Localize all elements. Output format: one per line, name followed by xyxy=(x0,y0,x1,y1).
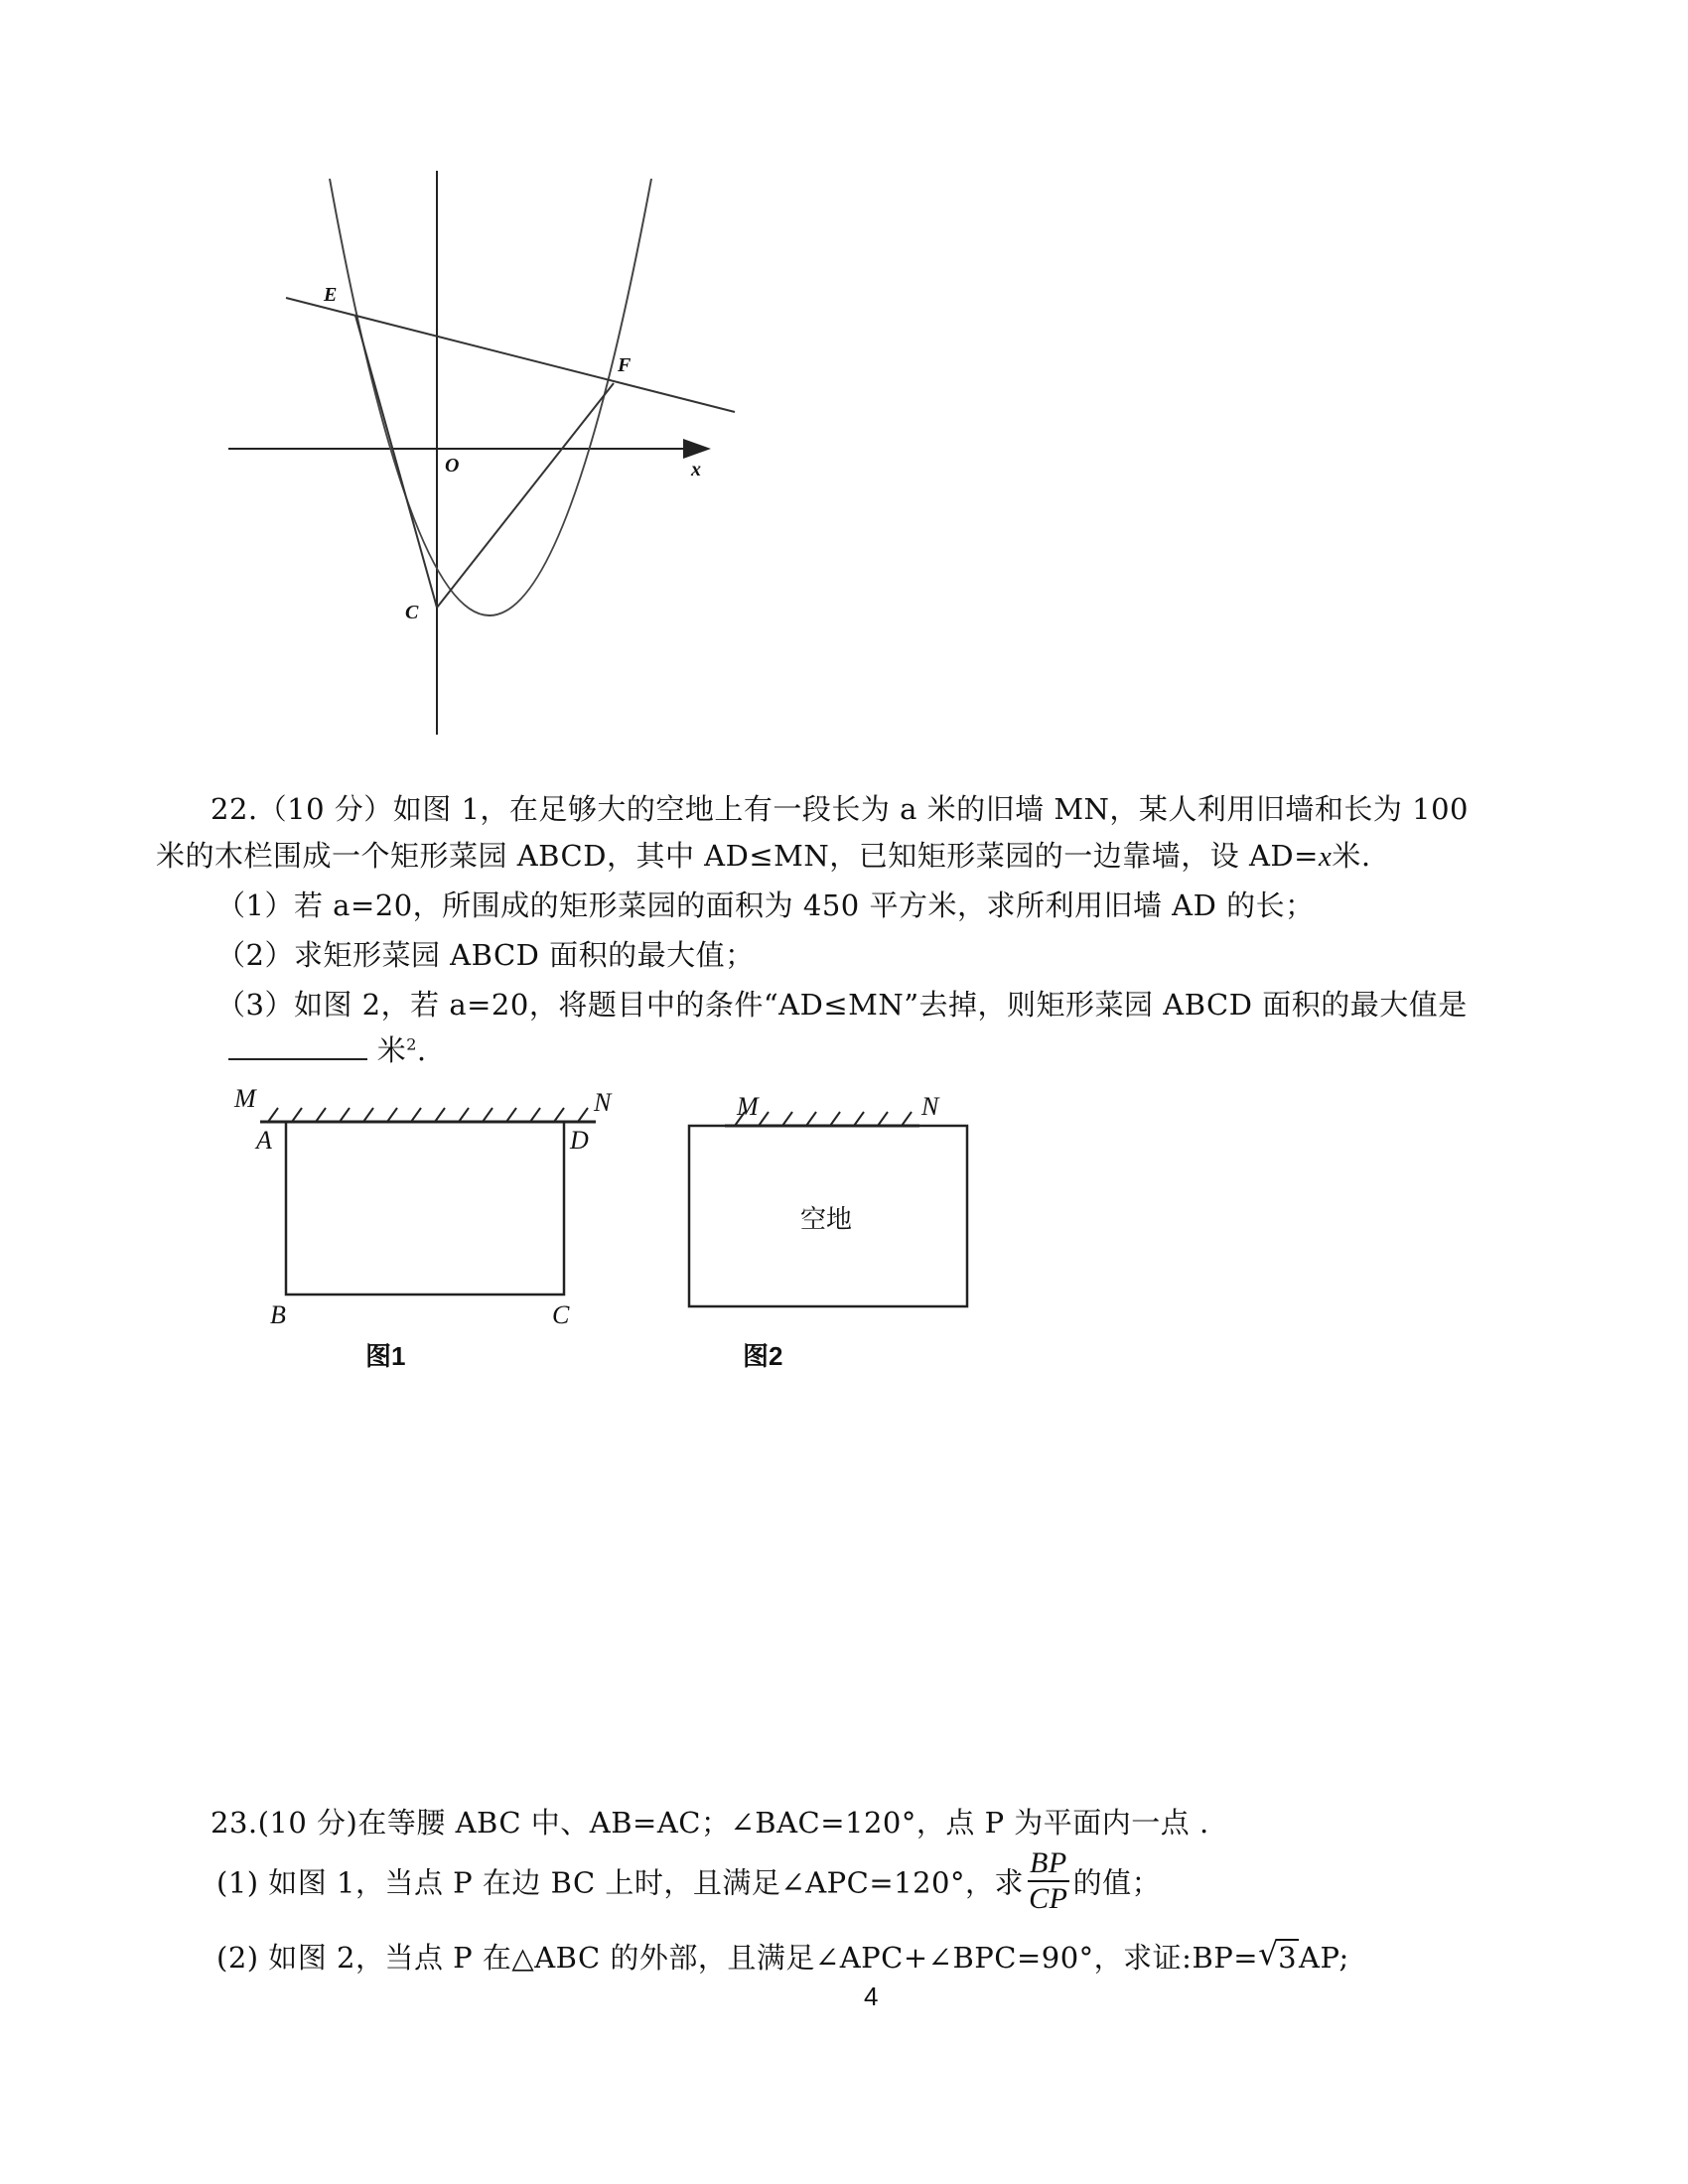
fig2-inner-text: 空地 xyxy=(800,1204,853,1234)
fig2-caption: 图2 xyxy=(743,1341,783,1371)
page-number: 4 xyxy=(864,1981,879,2011)
fig1-label-b: B xyxy=(270,1300,286,1329)
fig2-label-n: N xyxy=(921,1092,939,1121)
q22-line1: 22.（10 分）如图 1，在足够大的空地上有一段长为 a 米的旧墙 MN，某人利用旧墙和长为 100 xyxy=(211,792,1469,826)
q22-line2: 米的木栏围成一个矩形菜园 ABCD，其中 AD≤MN，已知矩形菜园的一边靠墙，设 AD=x米. xyxy=(156,839,1371,873)
q23-part2: (2) 如图 2，当点 P 在△ABC 的外部，且满足∠APC+∠BPC=90°，求证:BP= √ 3AP; xyxy=(216,1935,1349,1975)
label-f: F xyxy=(618,354,632,376)
answer-blank[interactable] xyxy=(228,1034,367,1060)
fig1-label-c: C xyxy=(552,1300,570,1329)
line-ef xyxy=(286,298,735,412)
fig1-label-n: N xyxy=(594,1088,612,1117)
q22-part3: （3）如图 2，若 a=20，将题目中的条件“AD≤MN”去掉，则矩形菜园 ABCD 面积的最大值是 xyxy=(216,988,1468,1022)
fig1-label-d: D xyxy=(570,1126,589,1155)
wall-hatching-2 xyxy=(735,1112,912,1126)
q22-part2: （2）求矩形菜园 ABCD 面积的最大值； xyxy=(216,938,755,972)
segment-fc xyxy=(437,383,614,608)
fig2-label-m: M xyxy=(737,1092,759,1121)
parabola-figure xyxy=(218,159,755,754)
fig1-label-m: M xyxy=(234,1084,256,1113)
q22-part1: （1）若 a=20，所围成的矩形菜园的面积为 450 平方米，求所利用旧墙 AD 的长； xyxy=(216,888,1315,922)
rectangle-abcd xyxy=(286,1122,564,1295)
q22-part3-answer: 米$^2$. xyxy=(228,1028,427,1069)
sqrt-3: √ 3 xyxy=(1258,1935,1298,1975)
label-o: O xyxy=(445,455,460,477)
label-e: E xyxy=(324,284,338,306)
figure1-diagram xyxy=(228,1082,645,1330)
wall-hatching-1 xyxy=(268,1108,588,1122)
segment-ec xyxy=(355,316,437,608)
label-c: C xyxy=(405,602,419,623)
q23-line1: 23.(10 分)在等腰 ABC 中、AB=AC；∠BAC=120°，点 P 为平面内一点 . xyxy=(211,1806,1209,1840)
var-x: x xyxy=(1318,841,1333,873)
fig1-caption: 图1 xyxy=(365,1341,406,1371)
fig1-label-a: A xyxy=(256,1126,272,1155)
fraction-bp-cp: $\frac{BP}{CP}$ xyxy=(1029,1846,1068,1915)
q23-part1: (1) 如图 1，当点 P 在边 BC 上时，且满足∠APC=120°，求 $\frac{BP}{CP}$ 的值； xyxy=(216,1846,1162,1915)
label-x: x xyxy=(691,459,701,480)
